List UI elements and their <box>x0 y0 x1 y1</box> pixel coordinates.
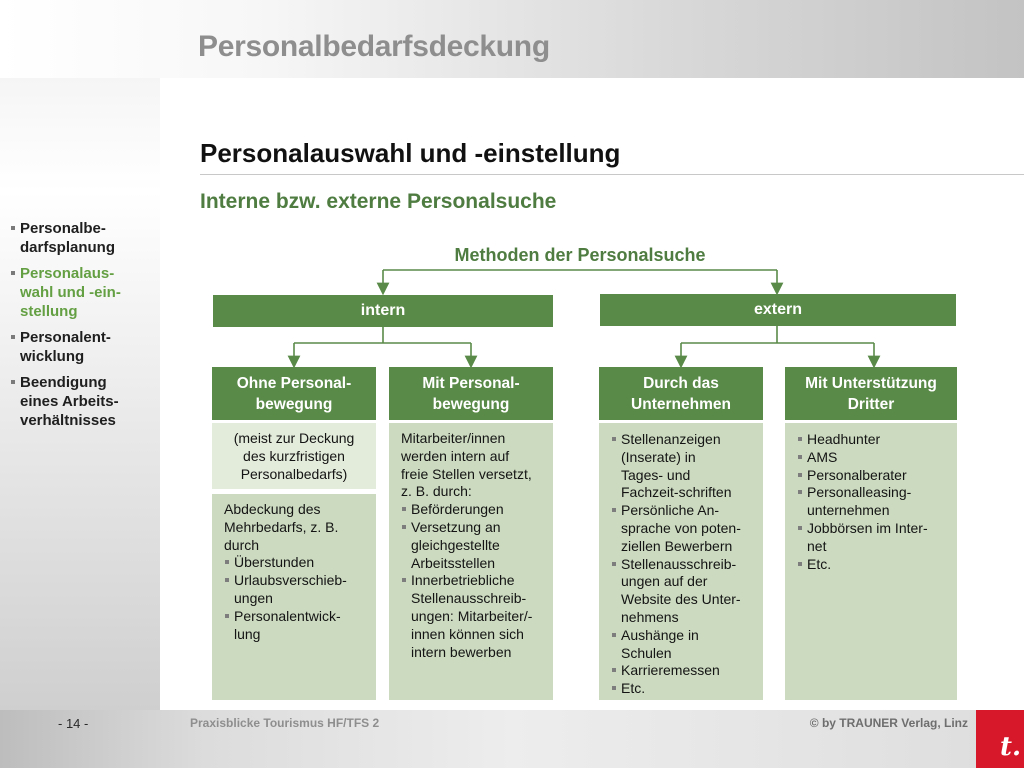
sidebar-item-label: Personalbe- darfsplanung <box>20 220 116 256</box>
list-item: Etc. <box>611 680 753 698</box>
list-item: Beförderungen <box>401 501 543 519</box>
diagram-root-label: Methoden der Personalsuche <box>454 245 706 265</box>
list-item: Stellenanzeigen (Inserate) in Tages- und Fachzeit-schriften <box>611 431 753 502</box>
sidebar-item-label: Personalent- wicklung <box>20 329 111 365</box>
list-item: Urlaubsverschieb- ungen <box>224 572 366 608</box>
list-item: AMS <box>797 449 947 467</box>
list-item: Versetzung an gleichgestellte Arbeitsstellen <box>401 519 543 572</box>
note-text: (meist zur Deckung des kurzfristigen Personalbedarfs) <box>233 430 355 482</box>
box-intro: Abdeckung des Mehrbedarfs, z. B. durch <box>224 501 339 553</box>
category-mit-personalbewegung <box>389 367 553 420</box>
list-item: Aushänge in Schulen <box>611 627 753 663</box>
bullet-list <box>797 431 947 573</box>
content-box-durch-das-unternehmen <box>599 423 763 700</box>
sidebar-item-label: Beendigung eines Arbeits- verhältnisses <box>20 374 119 429</box>
category-label: Ohne Personal- bewegung <box>236 374 352 413</box>
list-item: Etc. <box>797 556 947 574</box>
content-box-mit-unterstuetzung-dritter <box>785 423 957 700</box>
category-mit-unterstuetzung-dritter <box>785 367 957 420</box>
list-item: Jobbörsen im Inter- net <box>797 520 947 556</box>
list-item: Headhunter <box>797 431 947 449</box>
box-intro: Mitarbeiter/innen werden intern auf freie Stellen versetzt, z. B. durch: <box>401 430 532 500</box>
category-label: Durch das Unternehmen <box>631 374 731 413</box>
slide-title: Personalbedarfsdeckung <box>198 30 550 63</box>
bullet-list <box>611 431 753 698</box>
bullet-list <box>224 554 366 643</box>
footer-publication: Praxisblicke Tourismus HF/TFS 2 <box>190 716 380 730</box>
connector-extern-split <box>681 326 874 343</box>
list-item: Persönliche An- sprache von poten- ziellen Bewerbern <box>611 502 753 555</box>
bullet-list <box>401 501 543 661</box>
group-extern: extern <box>600 294 956 326</box>
sidebar-item-label: Personalaus- wahl und -ein- stellung <box>20 265 121 320</box>
category-ohne-personalbewegung <box>212 367 376 420</box>
list-item: Personalberater <box>797 467 947 485</box>
category-label: Mit Unterstützung Dritter <box>805 374 937 413</box>
content-box-ohne-personalbewegung <box>212 494 376 700</box>
page-number: - 14 - <box>58 716 89 731</box>
list-item: Stellenausschreib- ungen auf der Website des Unter- nehmens <box>611 556 753 627</box>
list-item: Karrieremessen <box>611 662 753 680</box>
list-item: Innerbetriebliche Stellenausschreib- ungen: Mitarbeiter/- innen können sich intern bewerben <box>401 572 543 661</box>
section-heading: Personalauswahl und -einstellung <box>200 138 621 168</box>
category-durch-das-unternehmen <box>599 367 763 420</box>
connector-intern-split <box>294 327 471 343</box>
footer-copyright: © by TRAUNER Verlag, Linz <box>809 716 968 730</box>
list-item: Personalentwick- lung <box>224 608 366 644</box>
content-box-mit-personalbewegung <box>389 423 553 700</box>
publisher-logo: t. <box>976 710 1024 768</box>
section-subheading: Interne bzw. externe Personalsuche <box>200 190 557 213</box>
group-intern: intern <box>213 295 553 327</box>
category-label: Mit Personal- bewegung <box>422 374 520 413</box>
list-item: Überstunden <box>224 554 366 572</box>
list-item: Personalleasing- unternehmen <box>797 484 947 520</box>
note-box-kurzfristig <box>212 423 376 489</box>
